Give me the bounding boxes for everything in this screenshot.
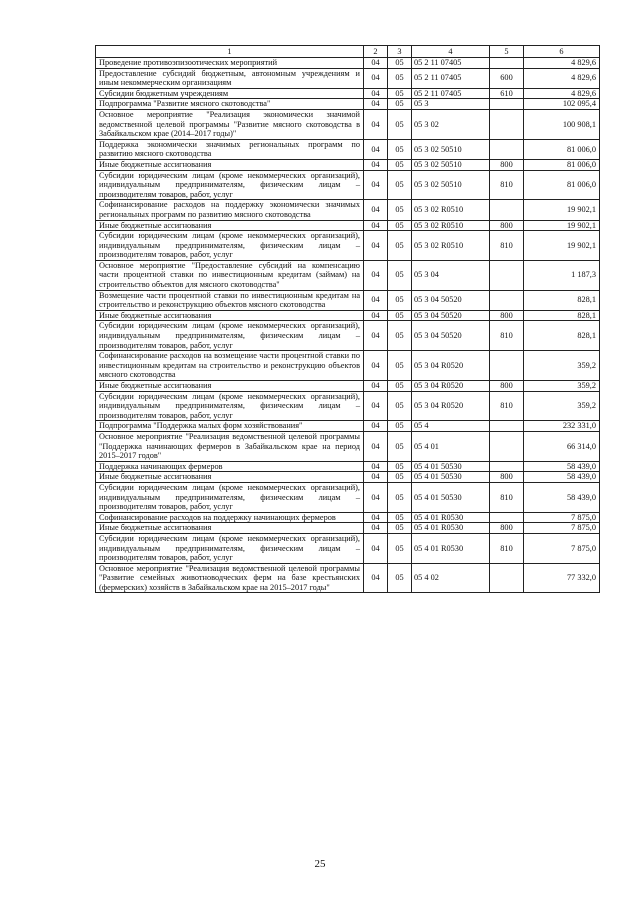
row-target-code-cell: 05 3 04 R0520 <box>412 381 490 392</box>
header-cell: 3 <box>388 46 412 58</box>
table-row <box>96 431 600 461</box>
row-section-cell: 04 <box>364 231 388 261</box>
table-row <box>96 231 600 261</box>
row-subsection-cell: 05 <box>388 58 412 69</box>
table-row <box>96 381 600 392</box>
row-amount-cell: 7 875,0 <box>524 512 600 523</box>
row-amount-cell: 828,1 <box>524 290 600 310</box>
row-subsection-cell: 05 <box>388 421 412 432</box>
row-subsection-cell: 05 <box>388 139 412 159</box>
row-expense-type-cell: 810 <box>490 391 524 421</box>
row-subsection-cell: 05 <box>388 381 412 392</box>
row-amount-cell: 81 006,0 <box>524 170 600 200</box>
row-expense-type-cell <box>490 421 524 432</box>
row-subsection-cell: 05 <box>388 391 412 421</box>
row-target-code-cell: 05 4 01 50530 <box>412 472 490 483</box>
row-name-cell: Софинансирование расходов на поддержку начинающих фермеров <box>96 512 364 523</box>
row-amount-cell: 4 829,6 <box>524 68 600 88</box>
row-section-cell: 04 <box>364 109 388 139</box>
table-row <box>96 321 600 351</box>
row-subsection-cell: 05 <box>388 200 412 220</box>
row-subsection-cell: 05 <box>388 109 412 139</box>
row-expense-type-cell: 800 <box>490 523 524 534</box>
row-name-cell: Иные бюджетные ассигнования <box>96 220 364 231</box>
row-section-cell: 04 <box>364 170 388 200</box>
row-section-cell: 04 <box>364 563 388 593</box>
row-subsection-cell: 05 <box>388 563 412 593</box>
row-name-cell: Подпрограмма "Развитие мясного скотоводства" <box>96 99 364 110</box>
row-target-code-cell: 05 4 01 R0530 <box>412 533 490 563</box>
header-cell: 1 <box>96 46 364 58</box>
row-section-cell: 04 <box>364 200 388 220</box>
row-subsection-cell: 05 <box>388 220 412 231</box>
row-amount-cell: 77 332,0 <box>524 563 600 593</box>
row-subsection-cell: 05 <box>388 351 412 381</box>
table-row <box>96 461 600 472</box>
table-row <box>96 109 600 139</box>
table-row <box>96 139 600 159</box>
row-expense-type-cell <box>490 200 524 220</box>
row-expense-type-cell: 810 <box>490 482 524 512</box>
row-subsection-cell: 05 <box>388 260 412 290</box>
budget-table <box>95 45 600 593</box>
table-row <box>96 310 600 321</box>
row-amount-cell: 19 902,1 <box>524 231 600 261</box>
table-row <box>96 170 600 200</box>
row-subsection-cell: 05 <box>388 472 412 483</box>
row-name-cell: Иные бюджетные ассигнования <box>96 523 364 534</box>
row-section-cell: 04 <box>364 58 388 69</box>
row-section-cell: 04 <box>364 159 388 170</box>
row-target-code-cell: 05 4 02 <box>412 563 490 593</box>
row-target-code-cell: 05 4 <box>412 421 490 432</box>
row-name-cell: Субсидии юридическим лицам (кроме некоммерческих организаций), индивидуальным предпринимателям, физическим лицам – производителям товаров, работ, услуг <box>96 321 364 351</box>
table-row <box>96 421 600 432</box>
row-subsection-cell: 05 <box>388 99 412 110</box>
row-section-cell: 04 <box>364 88 388 99</box>
row-subsection-cell: 05 <box>388 231 412 261</box>
row-name-cell: Иные бюджетные ассигнования <box>96 472 364 483</box>
row-name-cell: Иные бюджетные ассигнования <box>96 159 364 170</box>
row-expense-type-cell: 800 <box>490 472 524 483</box>
table-body <box>96 58 600 593</box>
row-amount-cell: 1 187,3 <box>524 260 600 290</box>
row-amount-cell: 828,1 <box>524 321 600 351</box>
row-expense-type-cell <box>490 58 524 69</box>
row-target-code-cell: 05 3 02 R0510 <box>412 220 490 231</box>
row-amount-cell: 19 902,1 <box>524 220 600 231</box>
row-name-cell: Иные бюджетные ассигнования <box>96 381 364 392</box>
row-target-code-cell: 05 3 04 <box>412 260 490 290</box>
row-name-cell: Основное мероприятие "Реализация экономически значимой ведомственной целевой программы "Развитие мясного скотоводства в Забайкальском крае (2014–2017 годы)" <box>96 109 364 139</box>
row-section-cell: 04 <box>364 391 388 421</box>
row-target-code-cell: 05 4 01 R0530 <box>412 512 490 523</box>
row-expense-type-cell <box>490 139 524 159</box>
row-section-cell: 04 <box>364 260 388 290</box>
row-section-cell: 04 <box>364 321 388 351</box>
header-cell: 6 <box>524 46 600 58</box>
row-target-code-cell: 05 3 02 <box>412 109 490 139</box>
row-section-cell: 04 <box>364 431 388 461</box>
row-target-code-cell: 05 3 02 50510 <box>412 170 490 200</box>
row-section-cell: 04 <box>364 310 388 321</box>
row-subsection-cell: 05 <box>388 290 412 310</box>
row-expense-type-cell: 810 <box>490 321 524 351</box>
row-amount-cell: 102 095,4 <box>524 99 600 110</box>
row-expense-type-cell: 800 <box>490 310 524 321</box>
row-section-cell: 04 <box>364 139 388 159</box>
row-section-cell: 04 <box>364 472 388 483</box>
table-row <box>96 391 600 421</box>
table-row <box>96 88 600 99</box>
row-section-cell: 04 <box>364 290 388 310</box>
table-row <box>96 351 600 381</box>
row-name-cell: Субсидии бюджетным учреждениям <box>96 88 364 99</box>
row-expense-type-cell: 810 <box>490 231 524 261</box>
table-row <box>96 58 600 69</box>
row-amount-cell: 4 829,6 <box>524 88 600 99</box>
table-row <box>96 482 600 512</box>
row-name-cell: Иные бюджетные ассигнования <box>96 310 364 321</box>
row-name-cell: Основное мероприятие "Предоставление субсидий на компенсацию части процентной ставки по инвестиционным кредитам (займам) на строительство объектов для мясного скотоводства" <box>96 260 364 290</box>
row-target-code-cell: 05 4 01 <box>412 431 490 461</box>
row-section-cell: 04 <box>364 533 388 563</box>
table-row <box>96 563 600 593</box>
row-target-code-cell: 05 3 04 50520 <box>412 310 490 321</box>
row-target-code-cell: 05 2 11 07405 <box>412 58 490 69</box>
row-subsection-cell: 05 <box>388 321 412 351</box>
row-expense-type-cell <box>490 260 524 290</box>
row-target-code-cell: 05 3 04 50520 <box>412 290 490 310</box>
row-section-cell: 04 <box>364 220 388 231</box>
row-subsection-cell: 05 <box>388 512 412 523</box>
row-name-cell: Софинансирование расходов на поддержку экономически значимых региональных программ по развитию мясного скотоводства <box>96 200 364 220</box>
row-name-cell: Поддержка экономически значимых региональных программ по развитию мясного скотоводства <box>96 139 364 159</box>
row-amount-cell: 81 006,0 <box>524 139 600 159</box>
row-target-code-cell: 05 3 04 50520 <box>412 321 490 351</box>
row-section-cell: 04 <box>364 461 388 472</box>
row-target-code-cell: 05 3 02 R0510 <box>412 200 490 220</box>
row-amount-cell: 58 439,0 <box>524 472 600 483</box>
row-expense-type-cell <box>490 290 524 310</box>
row-name-cell: Основное мероприятие "Реализация ведомственной целевой программы "Поддержка начинающих фермеров в Забайкальском крае на период 2015–2017 годов" <box>96 431 364 461</box>
table-row <box>96 472 600 483</box>
row-target-code-cell: 05 2 11 07405 <box>412 88 490 99</box>
row-expense-type-cell <box>490 99 524 110</box>
header-cell: 2 <box>364 46 388 58</box>
row-section-cell: 04 <box>364 512 388 523</box>
table-row <box>96 260 600 290</box>
row-subsection-cell: 05 <box>388 68 412 88</box>
row-expense-type-cell: 810 <box>490 170 524 200</box>
row-expense-type-cell <box>490 563 524 593</box>
row-target-code-cell: 05 2 11 07405 <box>412 68 490 88</box>
header-cell: 4 <box>412 46 490 58</box>
row-subsection-cell: 05 <box>388 170 412 200</box>
row-target-code-cell: 05 3 02 R0510 <box>412 231 490 261</box>
row-subsection-cell: 05 <box>388 431 412 461</box>
row-section-cell: 04 <box>364 351 388 381</box>
row-amount-cell: 66 314,0 <box>524 431 600 461</box>
table-row <box>96 159 600 170</box>
row-target-code-cell: 05 3 02 50510 <box>412 139 490 159</box>
row-name-cell: Софинансирование расходов на возмещение части процентной ставки по инвестиционным кредитам на строительство и реконструкцию объектов мясного скотоводства <box>96 351 364 381</box>
row-target-code-cell: 05 4 01 R0530 <box>412 523 490 534</box>
table-row <box>96 523 600 534</box>
table-row <box>96 68 600 88</box>
row-target-code-cell: 05 4 01 50530 <box>412 482 490 512</box>
row-name-cell: Поддержка начинающих фермеров <box>96 461 364 472</box>
row-target-code-cell: 05 4 01 50530 <box>412 461 490 472</box>
row-amount-cell: 19 902,1 <box>524 200 600 220</box>
row-amount-cell: 100 908,1 <box>524 109 600 139</box>
row-amount-cell: 359,2 <box>524 381 600 392</box>
row-name-cell: Предоставление субсидий бюджетным, автономным учреждениям и иным некоммерческим организациям <box>96 68 364 88</box>
row-section-cell: 04 <box>364 421 388 432</box>
row-amount-cell: 828,1 <box>524 310 600 321</box>
row-target-code-cell: 05 3 <box>412 99 490 110</box>
row-amount-cell: 4 829,6 <box>524 58 600 69</box>
row-name-cell: Возмещение части процентной ставки по инвестиционным кредитам на строительство и реконструкцию объектов мясного скотоводства <box>96 290 364 310</box>
table-header-row <box>96 46 600 58</box>
row-amount-cell: 7 875,0 <box>524 533 600 563</box>
row-expense-type-cell <box>490 512 524 523</box>
table-row <box>96 512 600 523</box>
table-row <box>96 533 600 563</box>
row-name-cell: Субсидии юридическим лицам (кроме некоммерческих организаций), индивидуальным предпринимателям, физическим лицам – производителям товаров, работ, услуг <box>96 170 364 200</box>
row-name-cell: Субсидии юридическим лицам (кроме некоммерческих организаций), индивидуальным предпринимателям, физическим лицам – производителям товаров, работ, услуг <box>96 533 364 563</box>
row-expense-type-cell <box>490 461 524 472</box>
row-name-cell: Субсидии юридическим лицам (кроме некоммерческих организаций), индивидуальным предпринимателям, физическим лицам – производителям товаров, работ, услуг <box>96 482 364 512</box>
row-subsection-cell: 05 <box>388 523 412 534</box>
row-amount-cell: 81 006,0 <box>524 159 600 170</box>
row-target-code-cell: 05 3 04 R0520 <box>412 351 490 381</box>
row-expense-type-cell: 800 <box>490 159 524 170</box>
row-expense-type-cell <box>490 351 524 381</box>
row-section-cell: 04 <box>364 482 388 512</box>
row-amount-cell: 7 875,0 <box>524 523 600 534</box>
row-section-cell: 04 <box>364 68 388 88</box>
row-name-cell: Подпрограмма "Поддержка малых форм хозяйствования" <box>96 421 364 432</box>
row-subsection-cell: 05 <box>388 88 412 99</box>
row-expense-type-cell <box>490 431 524 461</box>
row-subsection-cell: 05 <box>388 310 412 321</box>
row-expense-type-cell: 800 <box>490 220 524 231</box>
row-section-cell: 04 <box>364 381 388 392</box>
row-amount-cell: 232 331,0 <box>524 421 600 432</box>
table-row <box>96 200 600 220</box>
row-expense-type-cell <box>490 109 524 139</box>
row-target-code-cell: 05 3 04 R0520 <box>412 391 490 421</box>
row-name-cell: Субсидии юридическим лицам (кроме некоммерческих организаций), индивидуальным предпринимателям, физическим лицам – производителям товаров, работ, услуг <box>96 231 364 261</box>
row-subsection-cell: 05 <box>388 461 412 472</box>
row-amount-cell: 58 439,0 <box>524 461 600 472</box>
row-amount-cell: 359,2 <box>524 391 600 421</box>
row-name-cell: Проведение противоэпизоотических мероприятий <box>96 58 364 69</box>
row-amount-cell: 359,2 <box>524 351 600 381</box>
page-number: 25 <box>314 858 326 870</box>
row-amount-cell: 58 439,0 <box>524 482 600 512</box>
row-subsection-cell: 05 <box>388 533 412 563</box>
table-row <box>96 290 600 310</box>
row-expense-type-cell: 810 <box>490 533 524 563</box>
table-row <box>96 99 600 110</box>
header-cell: 5 <box>490 46 524 58</box>
row-expense-type-cell: 600 <box>490 68 524 88</box>
row-section-cell: 04 <box>364 99 388 110</box>
row-expense-type-cell: 800 <box>490 381 524 392</box>
row-target-code-cell: 05 3 02 50510 <box>412 159 490 170</box>
row-section-cell: 04 <box>364 523 388 534</box>
row-expense-type-cell: 610 <box>490 88 524 99</box>
table-row <box>96 220 600 231</box>
row-subsection-cell: 05 <box>388 482 412 512</box>
row-name-cell: Основное мероприятие "Реализация ведомственной целевой программы "Развитие семейных животноводческих ферм на базе крестьянских (фермерских) хозяйств в Забайкальском крае на 2015–2017 годы" <box>96 563 364 593</box>
row-subsection-cell: 05 <box>388 159 412 170</box>
row-name-cell: Субсидии юридическим лицам (кроме некоммерческих организаций), индивидуальным предпринимателям, физическим лицам – производителям товаров, работ, услуг <box>96 391 364 421</box>
